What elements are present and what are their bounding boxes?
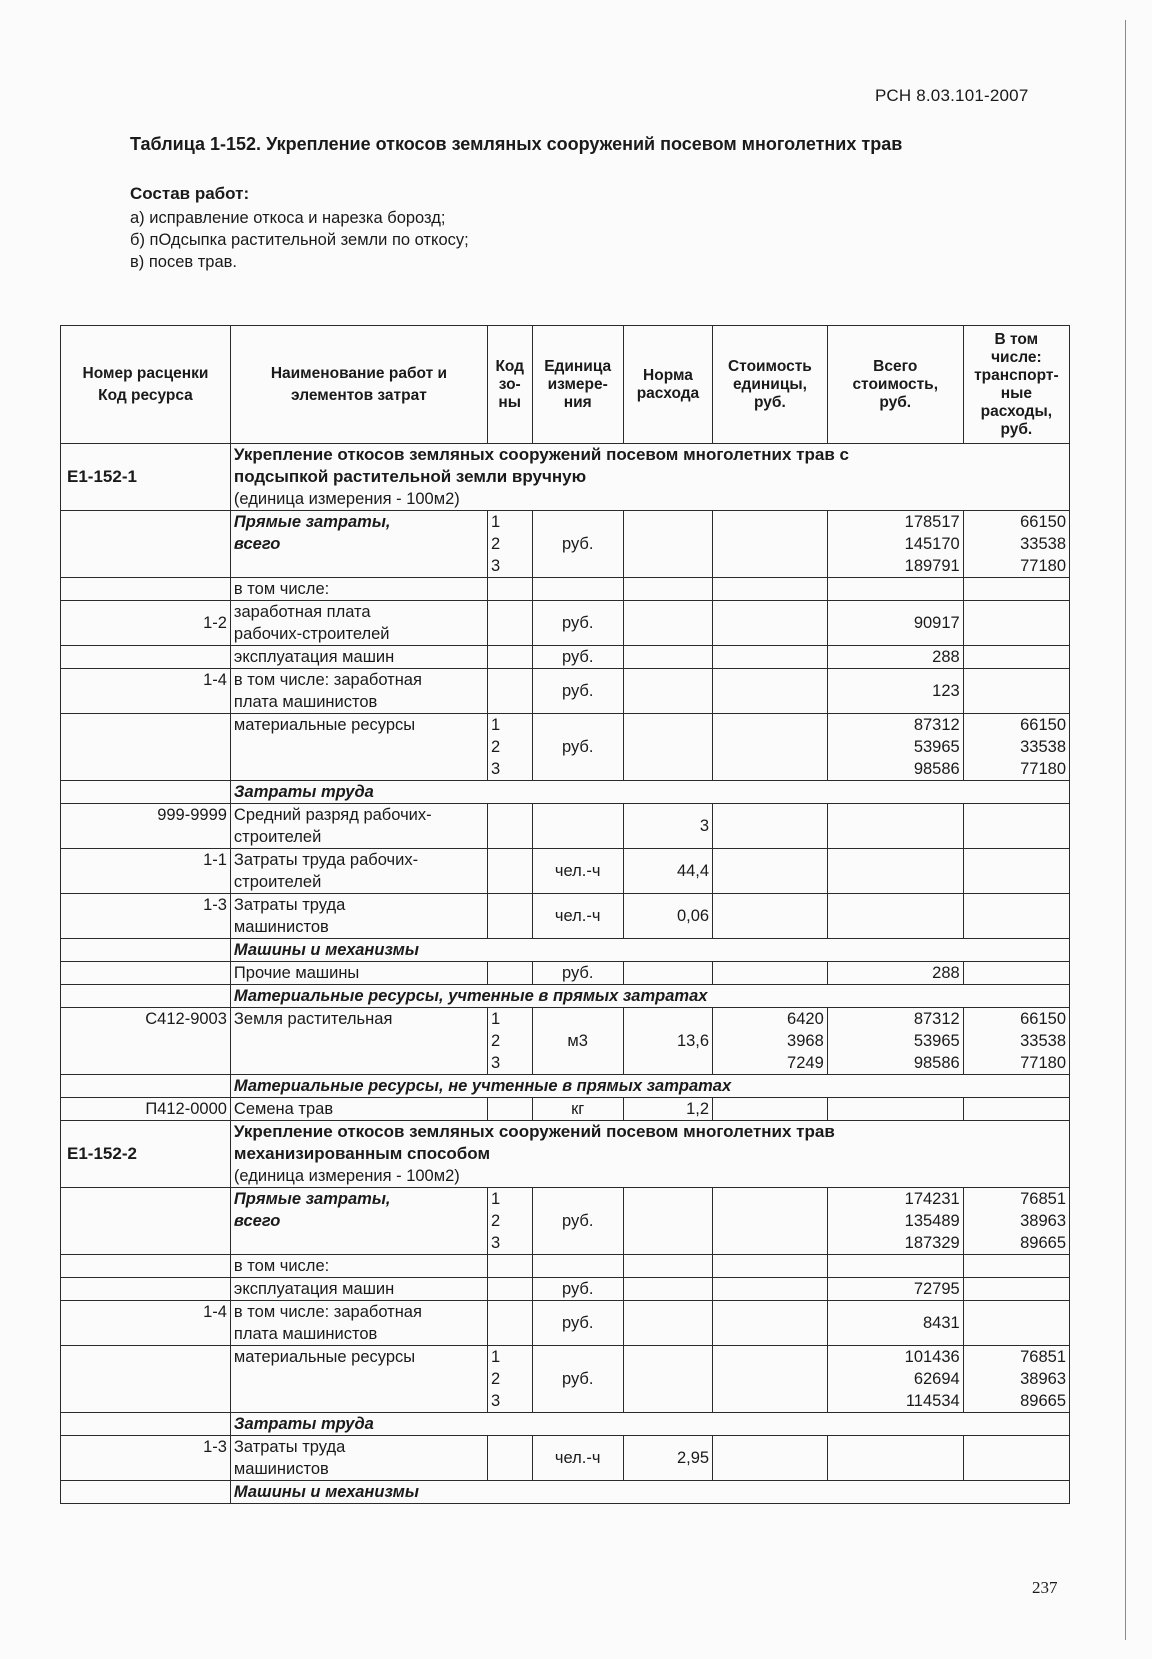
section-code: Е1-152-1 [61, 444, 231, 511]
header-unit: Единица измере- ния [532, 326, 623, 444]
section-title: Укрепление откосов земляных сооружений посевом многолетних трав с подсыпкой растительной земли вручную (единица измерения - 100м2) [230, 444, 1069, 511]
work-item: а) исправление откоса и нарезка борозд; [130, 209, 446, 227]
table-row-rank: 999-9999 Средний разряд рабочих- строителей 3 [61, 804, 1070, 849]
section-header [61, 444, 1070, 511]
header-unit-cost: Стоимость единицы, руб. [713, 326, 828, 444]
table-row-materials: материальные ресурсы 1 2 3 руб. 101436 62694 114534 76851 38963 89665 [61, 1346, 1070, 1413]
works-heading: Состав работ: [130, 184, 250, 203]
work-item: в) посев трав. [130, 253, 237, 271]
subheading-labor: Затраты труда [61, 781, 1070, 804]
header-norm: Норма расхода [623, 326, 712, 444]
table-row-seeds: П412-0000 Семена трав кг 1,2 [61, 1098, 1070, 1121]
header-total-cost: Всего стоимость, руб. [827, 326, 963, 444]
table-row-including: в том числе: [61, 578, 1070, 601]
subheading-materials-included: Материальные ресурсы, учтенные в прямых затратах [61, 985, 1070, 1008]
table-row-drivers-wage: 1-4 в том числе: заработная плата машинистов руб. 8431 [61, 1301, 1070, 1346]
document-code: РСН 8.03.101-2007 [875, 86, 1029, 105]
works-list [130, 207, 469, 273]
table-row-direct-costs: Прямые затраты, всего 1 2 3 руб. 178517 145170 189791 66150 33538 77180 [61, 511, 1070, 578]
table-row-materials: материальные ресурсы 1 2 3 руб. 87312 53965 98586 66150 33538 77180 [61, 714, 1070, 781]
subheading-materials-excluded: Материальные ресурсы, не учтенные в прямых затратах [61, 1075, 1070, 1098]
table-row-machines: эксплуатация машин руб. 72795 [61, 1278, 1070, 1301]
table-row-labor-drivers: 1-3 Затраты труда машинистов чел.-ч 0,06 [61, 894, 1070, 939]
section-code: Е1-152-2 [61, 1121, 231, 1188]
table-row-labor-workers: 1-1 Затраты труда рабочих- строителей чел.-ч 44,4 [61, 849, 1070, 894]
table-row-including: в том числе: [61, 1255, 1070, 1278]
table-row-wage: 1-2 заработная плата рабочих-строителей руб. 90917 [61, 601, 1070, 646]
section-title: Укрепление откосов земляных сооружений посевом многолетних трав механизированным способом (единица измерения - 100м2) [230, 1121, 1069, 1188]
rates-table [60, 325, 1070, 1504]
table-row-direct-costs: Прямые затраты, всего 1 2 3 руб. 174231 135489 187329 76851 38963 89665 [61, 1188, 1070, 1255]
subheading-machines: Машины и механизмы [61, 939, 1070, 962]
subheading-machines: Машины и механизмы [61, 1481, 1070, 1504]
table-title: Таблица 1-152. Укрепление откосов земляных сооружений посевом многолетних трав [130, 134, 903, 154]
table-row-drivers-wage: 1-4 в том числе: заработная плата машинистов руб. 123 [61, 669, 1070, 714]
table-row-soil: С412-9003 Земля растительная 1 2 3 м3 13,6 6420 3968 7249 87312 53965 98586 66150 33538 77180 [61, 1008, 1070, 1075]
work-item: б) пОдсыпка растительной земли по откосу; [130, 231, 469, 249]
page-edge [1125, 20, 1126, 1640]
table-row-machines: эксплуатация машин руб. 288 [61, 646, 1070, 669]
header-name: Наименование работ и элементов затрат [230, 326, 487, 444]
page-number: 237 [1032, 1578, 1058, 1597]
header-zone: Код зо- ны [487, 326, 532, 444]
table-row-other-machines: Прочие машины руб. 288 [61, 962, 1070, 985]
subheading-labor: Затраты труда [61, 1413, 1070, 1436]
table-row-labor-drivers: 1-3 Затраты труда машинистов чел.-ч 2,95 [61, 1436, 1070, 1481]
table-header [61, 326, 1070, 444]
header-transport: В том числе: транспорт- ные расходы, руб. [963, 326, 1069, 444]
section-header [61, 1121, 1070, 1188]
header-code: Номер расценки Код ресурса [61, 326, 231, 444]
